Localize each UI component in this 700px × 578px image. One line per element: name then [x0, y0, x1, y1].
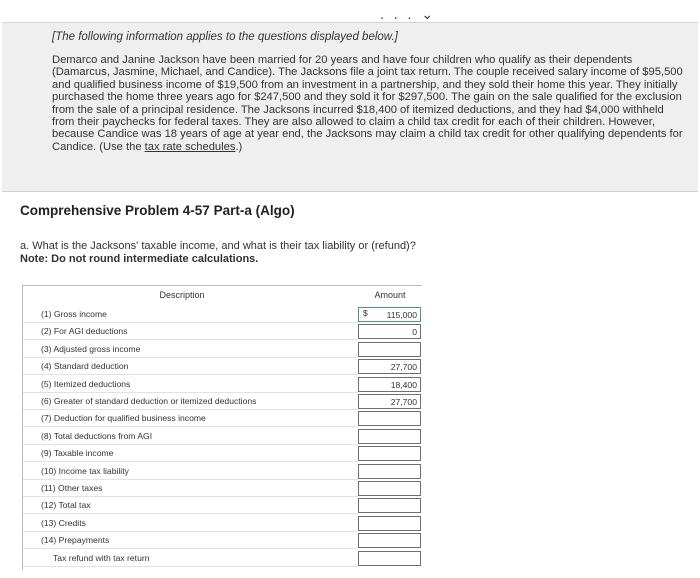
currency-symbol: $ — [363, 308, 368, 318]
info-paragraph-text: Demarco and Janine Jackson have been married for 20 years and have four children who qualify as their dependents (Damarcus, Jasmine, Michael, and Candice). The Jacksons file a joint tax return. The couple received salary income of $95,500 and qualified business income of $19,500 from an investment in a partnership, and they sold their home this year. They initially purchased the home three years ago for $247,500 and they sold it for $297,500. The gain on the sale qualified for the exclusion from the sale of a principal residence. The Jacksons incurred $18,400 of itemized deductions, and they had $4,000 withheld from their paychecks for federal taxes. They are also allowed to claim a child tax credit for each of their children. However, because Candice was 18 years of age at year end, the Jacksons may claim a child tax credit for other qualifying dependents for Candice. (Use the — [52, 54, 683, 153]
amount-input[interactable]: 27,700 — [358, 394, 421, 409]
top-indicator: . . . ⌄ — [380, 6, 437, 22]
amount-input[interactable] — [358, 551, 421, 566]
info-header: [The following information applies to the questions displayed below.] — [52, 31, 398, 43]
worksheet-row-label: (8) Total deductions from AGI — [23, 428, 358, 445]
worksheet-row-label: (4) Standard deduction — [23, 358, 358, 375]
amount-input[interactable]: 18,400 — [358, 377, 421, 392]
amount-input[interactable] — [358, 411, 421, 426]
worksheet-row-label: (1) Gross income — [23, 306, 358, 323]
tax-rate-schedules-link[interactable]: tax rate schedules — [144, 140, 236, 153]
worksheet-row-label: Tax refund with tax return — [23, 550, 358, 567]
problem-title: Comprehensive Problem 4-57 Part-a (Algo) — [20, 203, 295, 218]
worksheet-row-label: (7) Deduction for qualified business income — [23, 410, 358, 427]
amount-input[interactable] — [358, 464, 421, 479]
question-text: a. What is the Jacksons' taxable income, and what is their tax liability or (refund)? — [20, 240, 416, 252]
worksheet-row-label: (12) Total tax — [23, 497, 358, 514]
description-header: Description — [159, 290, 205, 300]
amount-input[interactable] — [358, 342, 421, 357]
amount-input[interactable] — [358, 446, 421, 461]
amount-input[interactable] — [358, 429, 421, 444]
worksheet-row-label: (2) For AGI deductions — [23, 323, 358, 340]
info-paragraph — [52, 54, 684, 153]
worksheet-row-label: (14) Prepayments — [23, 532, 358, 549]
amount-header: Amount — [374, 290, 406, 300]
amount-input[interactable] — [358, 481, 421, 496]
worksheet-row-label: (6) Greater of standard deduction or itemized deductions — [23, 393, 358, 410]
info-paragraph-end: .) — [235, 140, 243, 153]
amount-input[interactable]: 115,000 — [358, 307, 421, 322]
worksheet-row-label: (3) Adjusted gross income — [23, 341, 358, 358]
amount-input[interactable] — [358, 498, 421, 513]
info-panel — [2, 22, 698, 192]
note-text: Note: Do not round intermediate calculations. — [20, 253, 259, 265]
amount-input[interactable] — [358, 533, 421, 548]
worksheet-row-label: (10) Income tax liability — [23, 463, 358, 480]
amount-input[interactable] — [358, 516, 421, 531]
worksheet-row-label: (11) Other taxes — [23, 480, 358, 497]
worksheet-row-label: (9) Taxable income — [23, 445, 358, 462]
worksheet-row-label: (13) Credits — [23, 515, 358, 532]
amount-input[interactable]: 0 — [358, 324, 421, 339]
worksheet-row-label: (5) Itemized deductions — [23, 376, 358, 393]
amount-input[interactable]: 27,700 — [358, 359, 421, 374]
